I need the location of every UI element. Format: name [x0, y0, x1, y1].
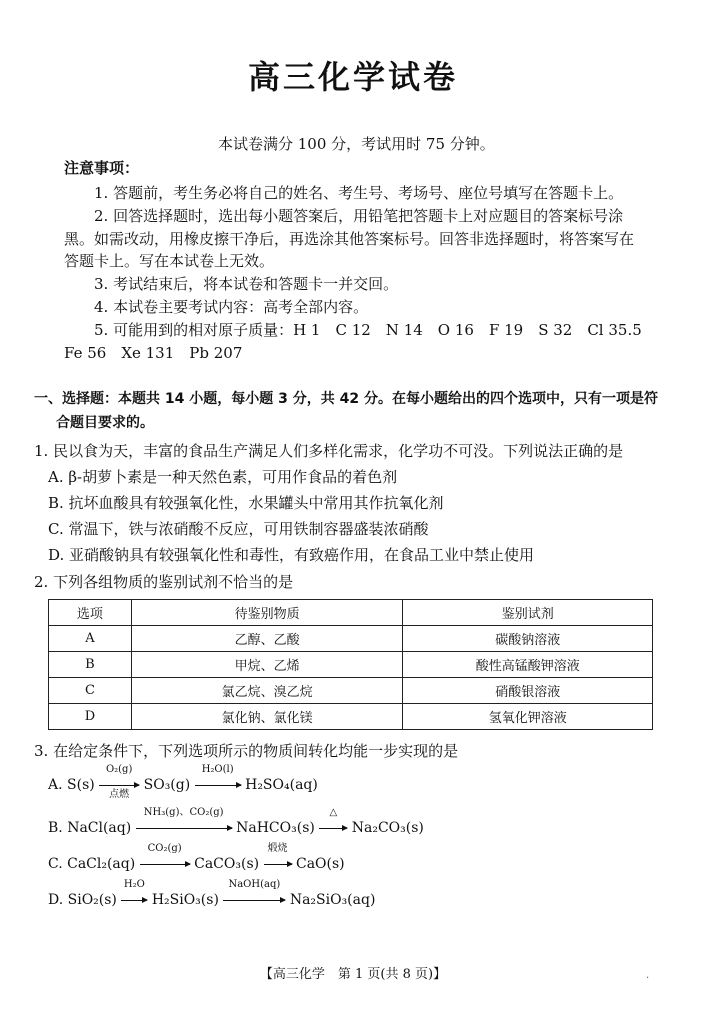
q3-option-c: [48, 843, 345, 872]
arrow-condition-over: CO₂(g): [147, 843, 182, 854]
table-cell: 酸性高锰酸钾溶液: [403, 652, 653, 678]
table-cell: 氯化钠、氯化镁: [131, 704, 403, 730]
arrow-condition-over: NH₃(g)、CO₂(g): [143, 807, 224, 818]
table-cell: C: [49, 678, 132, 704]
section1-heading: 一、选择题：本题共 14 小题，每小题 3 分，共 42 分。在每小题给出的四个选项中，只有一项是符: [34, 391, 658, 407]
reaction-arrow: [264, 843, 292, 872]
table-cell: 硝酸银溶液: [403, 678, 653, 704]
q3-d-intermediate: H₂SiO₃(s): [151, 892, 219, 908]
q3-b-intermediate: NaHCO₃(s): [236, 820, 315, 836]
q3-a-product: H₂SO₄(aq): [245, 777, 318, 793]
q3-stem: 3. 在给定条件下，下列选项所示的物质间转化均能一步实现的是: [34, 742, 459, 760]
arrow-condition-over: NaOH(aq): [228, 879, 281, 890]
table-row: [49, 704, 653, 730]
arrow-condition-over: H₂O(l): [201, 764, 234, 775]
q3-d-product: Na₂SiO₃(aq): [289, 892, 376, 908]
arrow-condition-under: 点燃: [109, 789, 130, 800]
arrow-condition-over: 煅烧: [267, 843, 288, 854]
q3-c-reactant: C. CaCl₂(aq): [48, 856, 136, 872]
table-row: [49, 626, 653, 652]
q3-a-intermediate: SO₃(g): [143, 777, 191, 793]
table-cell: 氢氧化钾溶液: [403, 704, 653, 730]
section1-heading-cont: 合题目要求的。: [56, 415, 154, 431]
table-cell: 氯乙烷、溴乙烷: [131, 678, 403, 704]
table-cell: B: [49, 652, 132, 678]
q3-a-reactant: A. S(s): [48, 777, 95, 793]
q3-b-product: Na₂CO₃(s): [351, 820, 424, 836]
arrow-condition-over: H₂O: [123, 879, 145, 890]
table-cell: 碳酸钠溶液: [403, 626, 653, 652]
q3-b-reactant: B. NaCl(aq): [48, 820, 132, 836]
reaction-arrow: [140, 843, 190, 872]
q1-option-a: A. β-胡萝卜素是一种天然色素，可用作食品的着色剂: [48, 468, 398, 486]
reaction-arrow: [99, 764, 139, 800]
note-4: 4. 本试卷主要考试内容：高考全部内容。: [94, 298, 369, 316]
note-5-cont: Fe 56 Xe 131 Pb 207: [64, 344, 243, 362]
page-footer: 【高三化学 第 1 页(共 8 页)】: [259, 967, 447, 982]
note-2-cont: 黑。如需改动，用橡皮擦干净后，再选涂其他答案标号。回答非选择题时，将答案写在: [64, 230, 635, 248]
note-2: 2. 回答选择题时，选出每小题答案后，用铅笔把答题卡上对应题目的答案标号涂: [94, 207, 624, 225]
table-header-cell: 鉴别试剂: [403, 600, 653, 626]
q3-option-d: [48, 879, 376, 908]
note-3: 3. 考试结束后，将本试卷和答题卡一并交回。: [94, 275, 399, 293]
q3-option-b: [48, 807, 424, 836]
note-2-end: 答题卡上。写在本试卷上无效。: [64, 252, 275, 270]
notes-heading: 注意事项：: [64, 159, 140, 177]
reaction-arrow: [136, 807, 232, 836]
table-cell: 乙醇、乙酸: [131, 626, 403, 652]
table-row: [49, 652, 653, 678]
note-1: 1. 答题前，考生务必将自己的姓名、考生号、考场号、座位号填写在答题卡上。: [94, 184, 624, 202]
reaction-arrow: [319, 807, 347, 836]
table-header-cell: 待鉴别物质: [131, 600, 403, 626]
exam-intro: 本试卷满分 100 分，考试用时 75 分钟。: [218, 135, 495, 153]
table-header-cell: 选项: [49, 600, 132, 626]
reaction-arrow: [121, 879, 147, 908]
arrow-condition-over: △: [329, 807, 338, 818]
table-header-row: [49, 600, 653, 626]
note-5: 5. 可能用到的相对原子质量：H 1 C 12 N 14 O 16 F 19 S 32 Cl 35.5: [94, 321, 642, 339]
q2-table: [48, 599, 653, 730]
table-cell: A: [49, 626, 132, 652]
q3-c-product: CaO(s): [296, 856, 345, 872]
table-row: [49, 678, 653, 704]
q1-option-b: B. 抗坏血酸具有较强氧化性，水果罐头中常用其作抗氧化剂: [48, 494, 444, 512]
q3-option-a: [48, 764, 318, 800]
table-cell: 甲烷、乙烯: [131, 652, 403, 678]
table-cell: D: [49, 704, 132, 730]
reaction-arrow: [195, 764, 241, 793]
corner-mark: .: [646, 970, 650, 981]
reaction-arrow: [223, 879, 285, 908]
q2-stem: 2. 下列各组物质的鉴别试剂不恰当的是: [34, 573, 294, 591]
arrow-condition-over: O₂(g): [105, 764, 133, 775]
q3-c-intermediate: CaCO₃(s): [194, 856, 260, 872]
q3-d-reactant: D. SiO₂(s): [48, 892, 117, 908]
q1-option-d: D. 亚硝酸钠具有较强氧化性和毒性，有致癌作用，在食品工业中禁止使用: [48, 546, 535, 564]
q1-stem: 1. 民以食为天，丰富的食品生产满足人们多样化需求，化学功不可没。下列说法正确的是: [34, 442, 624, 460]
q1-option-c: C. 常温下，铁与浓硝酸不反应，可用铁制容器盛装浓硝酸: [48, 520, 429, 538]
page-title: 高三化学试卷: [247, 58, 458, 96]
